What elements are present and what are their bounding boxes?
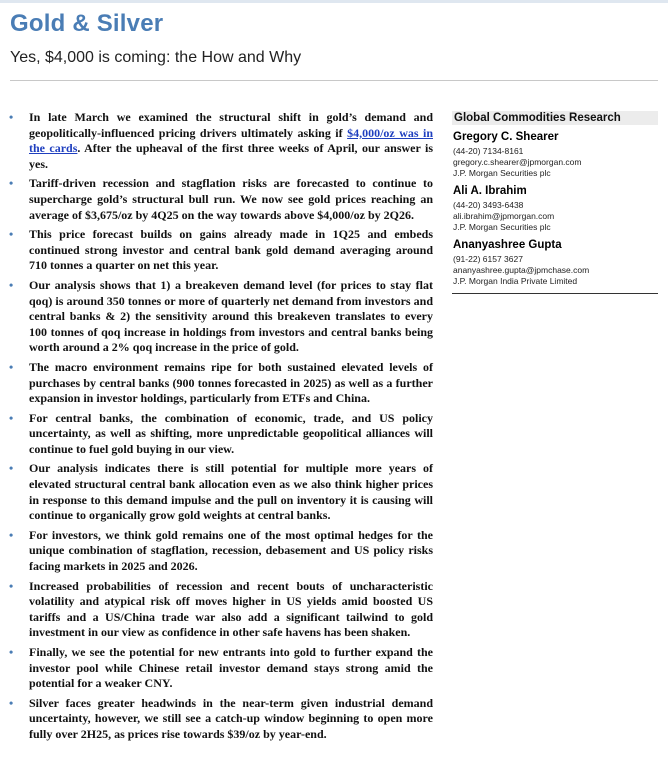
bullet-icon: • [9, 578, 14, 593]
top-border [0, 0, 668, 3]
page-title: Gold & Silver [10, 10, 164, 37]
author-name: Gregory C. Shearer [453, 131, 559, 143]
bullet-icon: • [9, 410, 14, 425]
list-item-text: The macro environment remains ripe for both sustained elevated levels of purchases by central banks (900 tonnes forecasted in 2025) as well as a further expansion in investor holdings, particularly from ETFs and China. [29, 359, 433, 406]
author-phone: (44-20) 3493-6438 [453, 200, 524, 210]
author-email[interactable]: ali.ibrahim@jpmorgan.com [453, 211, 555, 221]
list-item-text: Finally, we see the potential for new entrants into gold to further expand the investor pool while Chinese retail investor demand stays strong amid the potential for a weaker CNY. [29, 645, 433, 691]
list-item-text: For investors, we think gold remains one of the most optimal hedges for the unique combination of stagflation, recession, debasement and US policy risks facing markets in 2025 and 2026. [29, 527, 433, 574]
bullet-icon: • [9, 461, 14, 476]
forecast-report-link[interactable]: $4,000/oz was in the cards [29, 125, 433, 156]
list-item-text: Silver faces greater headwinds in the near-term given industrial demand uncertainty, however, we still see a catch-up window beginning to open more fully over 2H25, as prices rise towards $39/oz by year-end. [29, 695, 433, 741]
bullet-icon: • [9, 527, 14, 542]
bullet-icon: • [9, 695, 14, 710]
bullet-icon: • [9, 277, 14, 292]
list-item [8, 278, 433, 356]
bullet-icon: • [9, 645, 14, 659]
bullet-icon: • [9, 176, 14, 191]
list-item-text: . After the upheaval of the first three weeks of April, our answer is yes. [29, 141, 433, 171]
list-item [8, 176, 433, 223]
sidebar-heading: Global Commodities Research [452, 111, 658, 125]
list-item [8, 411, 433, 458]
list-item [8, 461, 433, 523]
author-block [452, 239, 658, 287]
list-item-text: For central banks, the combination of economic, trade, and US policy uncertainty, as well as shifting, more unpredictable geopolitical alliances will continue to fuel gold buying in our view. [29, 410, 433, 456]
list-item [8, 696, 433, 743]
sidebar-divider [452, 293, 658, 294]
author-phone: (44-20) 7134-8161 [453, 146, 524, 156]
author-entity: J.P. Morgan Securities plc [453, 168, 551, 178]
list-item [8, 360, 433, 407]
list-item [8, 579, 433, 641]
list-item [8, 227, 433, 274]
list-item-text: Our analysis indicates there is still potential for multiple more years of elevated structural central bank allocation even as we also think higher prices in response to this demand impulse and the pull on inventory it is causing will continue to organically grow gold weights at central banks. [29, 461, 433, 523]
author-entity: J.P. Morgan India Private Limited [453, 276, 578, 286]
bullet-icon: • [9, 227, 14, 242]
author-block [452, 131, 658, 179]
list-item [8, 110, 433, 172]
bullet-icon: • [9, 110, 14, 124]
list-item-text: Tariff-driven recession and stagflation risks are forecasted to continue to supercharge gold’s structural bull run. We now see gold prices reaching an average of $3,675/oz by 4Q25 on the way towards above $4,000/oz by 2Q26. [29, 176, 433, 222]
key-points-list [8, 110, 433, 747]
author-entity: J.P. Morgan Securities plc [453, 222, 551, 232]
author-phone: (91-22) 6157 3627 [453, 254, 523, 264]
author-name: Ali A. Ibrahim [453, 185, 527, 197]
list-item [8, 645, 433, 692]
list-item-text: Our analysis shows that 1) a breakeven demand level (for prices to stay flat qoq) is around 350 tonnes or more of quarterly net demand from investors and central banks & 2) the sensitivity around this breakeven translates to every 100 tonnes of qoq increase in holdings from investors and central banks being worth around a 2% qoq increase in the price of gold. [29, 277, 433, 355]
list-item-text: In late March we examined the structural shift in gold’s demand and geopolitically-influenced pricing drivers ultimately asking if [29, 110, 433, 140]
author-block [452, 185, 658, 233]
author-email[interactable]: gregory.c.shearer@jpmorgan.com [453, 157, 582, 167]
author-name: Ananyashree Gupta [453, 239, 562, 251]
author-email[interactable]: ananyashree.gupta@jpmchase.com [453, 265, 590, 275]
author-sidebar [452, 111, 658, 294]
header-divider [10, 80, 658, 81]
bullet-icon: • [9, 359, 14, 374]
page-subtitle: Yes, $4,000 is coming: the How and Why [10, 49, 302, 66]
list-item-text: This price forecast builds on gains already made in 1Q25 and embeds continued strong investor and central bank gold demand averaging around 710 tonnes a quarter on net this year. [29, 227, 433, 273]
list-item [8, 528, 433, 575]
list-item-text: Increased probabilities of recession and recent bouts of uncharacteristic volatility and atypical risk off moves higher in US yields amid boosted US tariffs and a US/China trade war also add a significant tailwind to gold investment in our view as confidence in other safe havens has been shaken. [29, 578, 433, 640]
